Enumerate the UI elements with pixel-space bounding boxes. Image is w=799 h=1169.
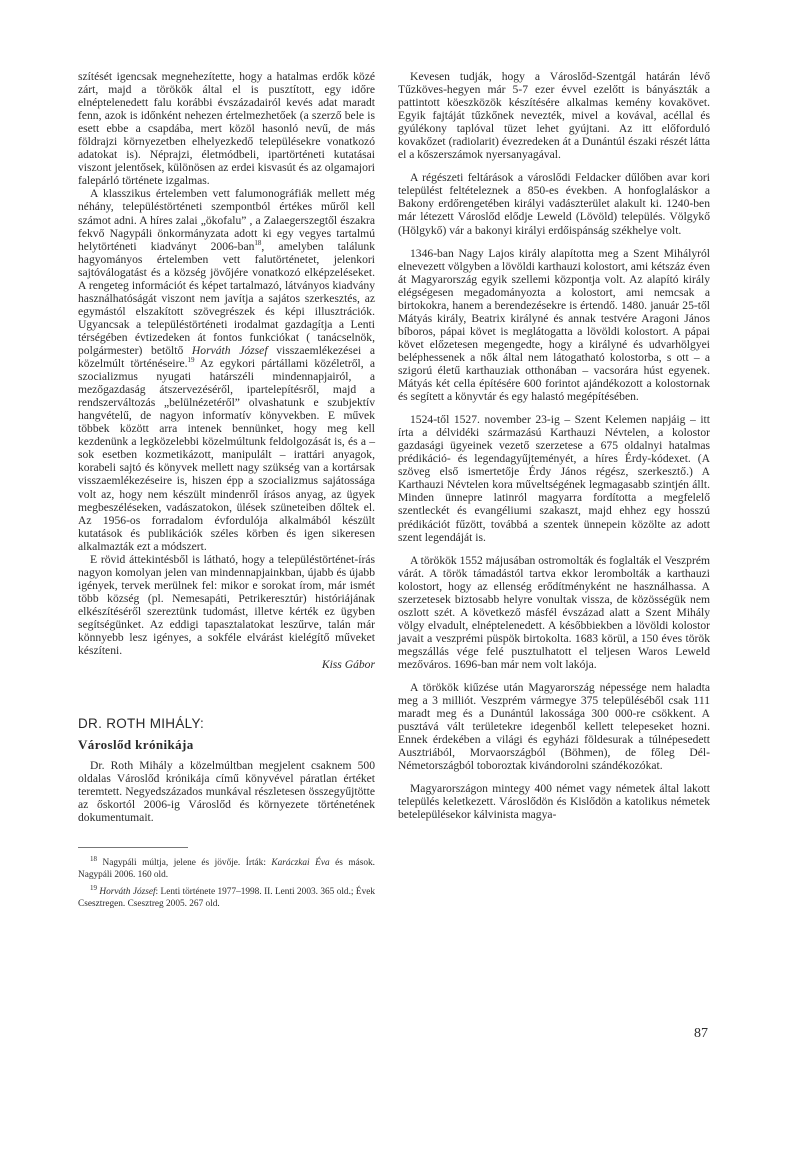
page-number: 87 <box>694 1026 708 1041</box>
footnote-number: 18 <box>90 855 97 864</box>
footnote-text: : Lenti története 1977–1998. II. Lenti 2003. 365 old.; Évek Csesztregen. Csesztreg 2005. 267 old. <box>78 887 376 909</box>
paragraph: szítését igencsak megnehezítette, hogy a hatalmas erdők közé zárt, majd a törökök által el is pusztított, egy időre elnéptelenedett falu korábbi évszázadairól kevés adat maradt fenn, azok is időnként nehezen értelmezhetőek (a szerző bele is esett ebbe a csapdába, mert közöl hasonló nevű, de más földrajzi környezetben elhelyezkedő településekre vonatkozó adatokat is). Néprajzi, életmódbeli, ipartörténeti kutatásai viszont jelentősek, különösen az erdei kisvasút és az olgamajori falepárló története izgalmas. <box>78 70 375 188</box>
paragraph: A törökök 1552 májusában ostromolták és foglalták el Veszprém várát. A török támadástól tartva ekkor lerombolták a karthauzi kolostort, hogy az ellenség erődítményként ne használhassa. A szerzetesek biztosabb helyre vonultak vissza, de közösségük nem oszlott szét. A következő másfél évszázad alatt a Szent Mihály völgy elvadult, elnéptelenedett. A későbbiekben a lövöldi kolostor javait a veszprémi püspök birtokolta. 1683 körül, a 150 éves török megszállás vége felé pusztulhatott el teljesen Waros Leweld mezőváros. 1696-ban már nem volt lakója. <box>398 553 710 671</box>
paragraph: 1524-től 1527. november 23-ig – Szent Kelemen napjáig – itt írta a délvidéki származású Karthauzi Névtelen, a kolostor gazdasági ügyeinek vezető szerzetese a 675 oldalnyi hatalmas prédikáció- és legendagyűjteményét, a híres Érdy-kódexet. (A szöveg első ismertetője Érdy János régész, szerkesztő.) A Karthauzi Névtelen kora műveltségének legmagasabb szintjén állt. Minden ünnepre latinról magyarra fordította a megfelelő szentleckét és evangéliumi szakaszt, majd ehhez egy hosszú prédikációt fűzött, továbbá a szentek ünnepein közölte az adott szent legendáját is. <box>398 413 710 544</box>
paragraph: Dr. Roth Mihály a közelmúltban megjelent csaknem 500 oldalas Városlőd krónikája című könyvével páratlan értéket teremtett. Negyedszázados munkával részletesen összegyűjtötte az őskortól 2006-ig Városlőd és környezete történetének dokumentumait. <box>78 759 375 825</box>
footnote-name: Karáczkai Éva <box>271 858 330 869</box>
paragraph: 1346-ban Nagy Lajos király alapította meg a Szent Mihályról elnevezett völgyben a lövöldi karthauzi kolostort, ami kétszáz éven át Magyarország egyik szellemi központja volt. Az alapító király elégségesen megadományozta a kolostort, ami nemcsak a birtokokra, hanem a berendezésekre is értendő. 1480. január 25-től Mátyás király, Beatrix királyné és annak testvére Aragoni János bíboros, pápai követ is meglátogatta a lövöldi kolostort. A pápai követ előzetesen megengedte, hogy a királyné és udvarhölgyei beléphessenek a nők által nem látogatható kolostorba, s ott – a szigorú életű karthauziak otthonában – vacsorára húst egyenek. Mátyás két cella építésére 600 forintot ajándékozott a kolostornak és segített a könyvtár és egy halastó megépítésében. <box>398 246 710 404</box>
footnote-text: Nagypáli múltja, jelene és jövője. Írták: <box>97 858 272 869</box>
paragraph: A törökök kiűzése után Magyarország népessége nem haladta meg a 3 milliót. Veszprém vármegye 375 településéből csak 111 maradt meg és a Dunántúl lakossága 300 000-re csökkent. A pusztává vált területekre idegenből kellett telepeseket hozni. Ennek érdekében a világi és egyházi földesurak a túlnépesedett Ausztriából, Morvaországból (Böhmen), de főleg Dél-Németországból toboroztak kivándorolni szándékozókat. <box>398 681 710 773</box>
paragraph: Kevesen tudják, hogy a Városlőd-Szentgál határán lévő Tűzköves-hegyen már 5-7 ezer évvel ezelőtt is bányászták a pattintott köeszközök készítésére alkalmas kemény kovakövet. Egyik fajtáját tűzkőnek nevezték, mivel a kovával, acéllal és gyúlékony taplóval tüzet lehet gyújtani. Az itt előforduló kovakőzet (radiolarit) évezredeken át a Dunántúl északi részét látta el a kőszerszámok nyersanyagával. <box>398 70 710 162</box>
article-author: DR. ROTH MIHÁLY: <box>78 716 205 732</box>
paragraph <box>78 187 375 552</box>
signature: Kiss Gábor <box>321 658 375 672</box>
paragraph: A régészeti feltárások a városlődi Feldacker dűlőben avar kori települést feltételeznek a 850-es években. A honfoglaláskor a Bakony erdőrengetében királyi vadászterület alakult ki. 1240-ben már létezett Városlőd elődje Leweld (Lövöld) település. Völgykő (Hölgykő) vár a bakonyi királyi erdőispánság székhelye volt. <box>398 171 710 237</box>
footnote-19 <box>78 884 376 910</box>
article-title: Városlőd krónikája <box>78 737 194 753</box>
footnote-ref-18: 18 <box>254 238 262 247</box>
text-run: visszaemlékezései a közelmúlt történéseire. <box>78 343 375 371</box>
footnote-ref-19: 19 <box>187 356 195 365</box>
paragraph: Magyarországon mintegy 400 német vagy németek által lakott település keletkezett. Városlődön és Kislődön a katolikus németek betelepülésekor kálvinista magya- <box>398 782 710 822</box>
text-run: A klasszikus értelemben vett falumonográfiák mellett még néhány, településtörténeti szempontból értékes műről kell számot adni. A híres zalai „ökofalu” , a Zalaegerszegtől északra fekvő Nagypáli önkormányzata adott ki egy vegyes tartalmú helytörténeti kiadványt 2006-ban <box>78 187 375 253</box>
right-column <box>398 70 710 821</box>
footnote-18 <box>78 855 376 881</box>
footnote-number: 19 <box>90 884 97 893</box>
footnote-divider <box>78 847 188 852</box>
footnotes <box>78 855 376 910</box>
text-run: Az egykori pártállami közéletről, a szocializmus nyugati határszéli mindennapjairól, a mezőgazdaság átszervezéséről, ipartelepítésről, majd a rendszerváltozás „belülnézetéről” olvashatunk e szubjektív hangvételű, de nagyon informatív könyvekben. E művek többek között arra intenek bennünket, hogy meg kell kezdenünk a legközelebbi közelmúltunk feldolgozását is, és a – sok esetben kozmetikázott, manipulált – irattári anyagok, korabeli sajtó és könyvek mellett nagy szükség van a kortársak visszaemlékezéseire is, hiszen épp a szocializmus sajátossága volt az, hogy nem készült mindenről írásos anyag, az ügyek megbeszéléseken, vadászatokon, ülések szüneteiben dőltek el. Az 1956-os forradalom évfordulója alkalmából készült kutatások és publikációk széles körben és igen sikeresen alkalmazták ezt a módszert. <box>78 357 375 553</box>
person-name: Horváth József <box>191 343 268 357</box>
footnote-text: és mások. Nagypáli 2006. 160 old. <box>78 858 376 880</box>
left-column <box>78 70 375 910</box>
text-run: , amelyben találunk hagyományos értelemben vett falutörténetet, jelenkori sajtóválogatást és a község jövőjére vonatkozó elképzeléseket. A rengeteg információt és képet tartalmazó, látványos kiadvány használhatóságát viszont nem javítja a sajátos szerkesztés, az egymástól elszakított szövegrészek és képi illusztrációk. Ugyancsak a településtörténeti irodalmat gazdagítja a Lenti térségében évtizedeken át fontos funkciókat ( tanácselnök, polgármester) betöltő <box>78 239 375 357</box>
footnote-name: Horváth József <box>99 887 156 898</box>
paragraph: E rövid áttekintésből is látható, hogy a településtörténet-írás nagyon komolyan jelen van mindennapjainkban, újabb és újabb igények, tervek merülnek fel: mikor e sorokat írom, már ismét több község (pl. Nemesapáti, Petrikeresztúr) históriájának elkészítéséről szereztünk tudomást, illetve kérték ez ügyben segítségünket. Az eddigi tapasztalatokat leszűrve, talán már könnyebb lesz igényes, a sokféle elvárást kielégítő műveket készíteni. <box>78 552 375 658</box>
